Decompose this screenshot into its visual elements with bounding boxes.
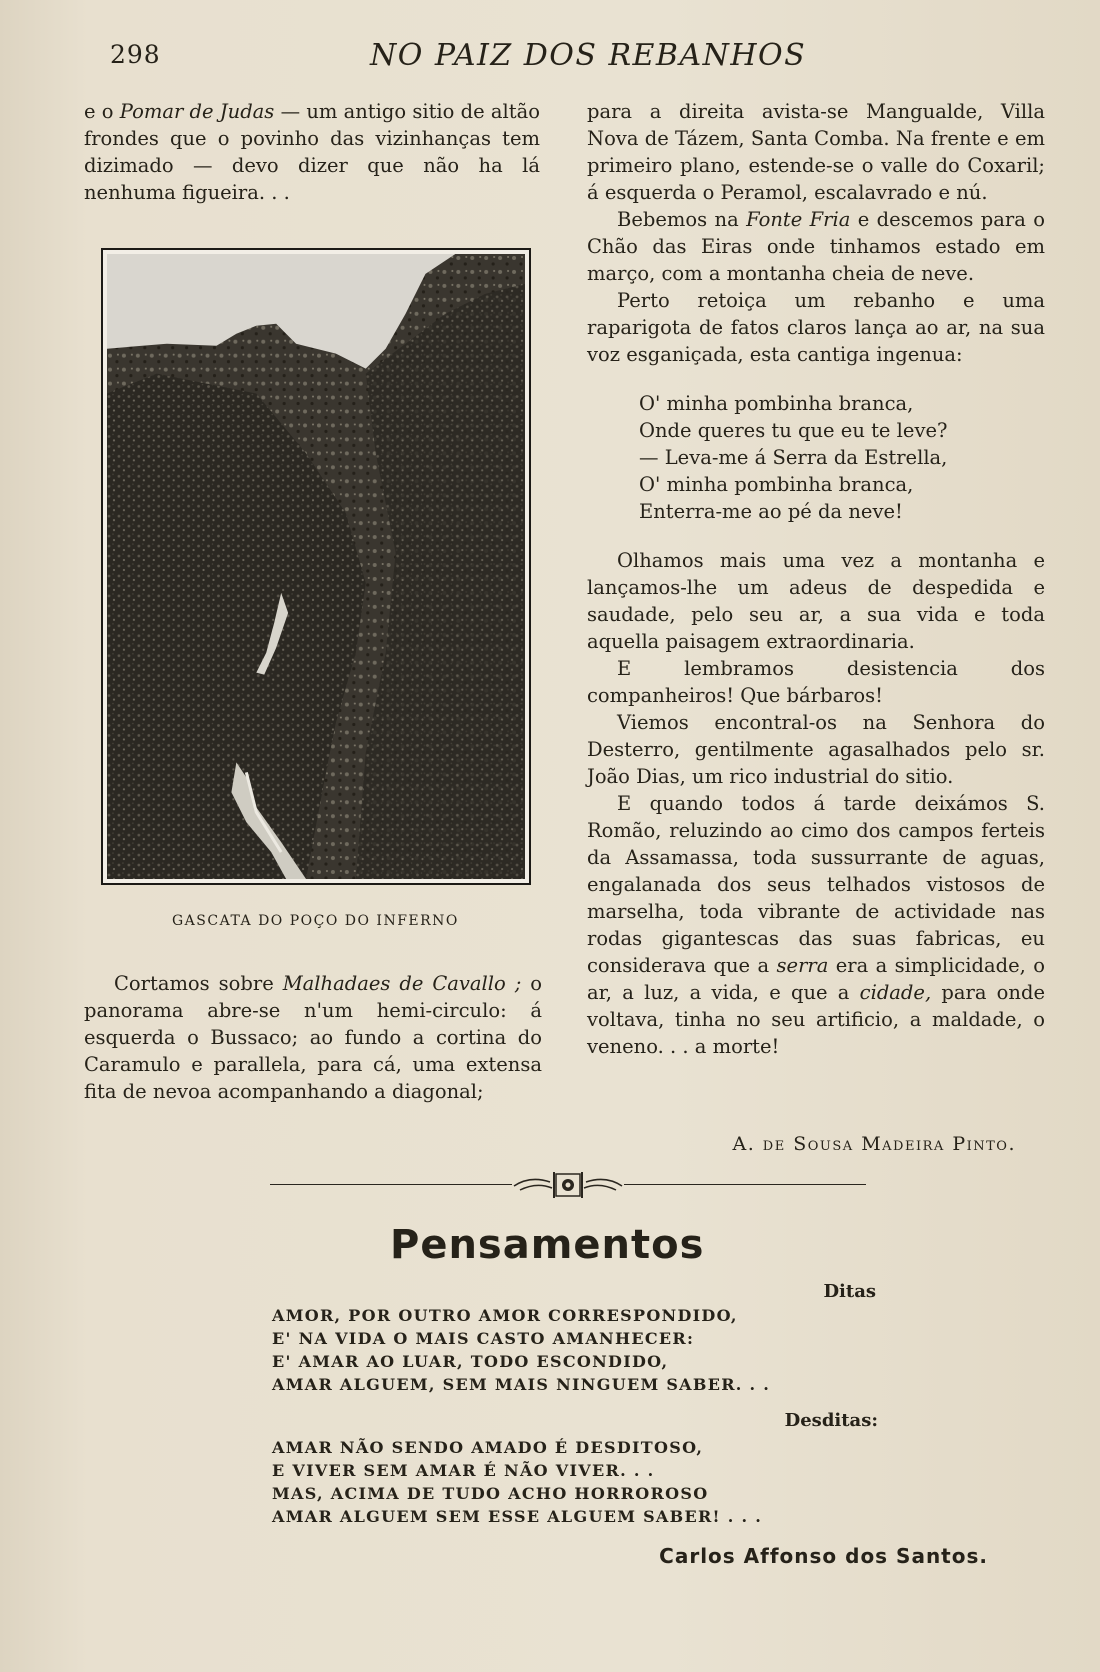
- place-name: Pomar de Judas: [119, 100, 275, 123]
- stanza-line: AMAR ALGUEM, SEM MAIS NINGUEM SABER. . .: [272, 1375, 771, 1394]
- paragraph-olhamos: Olhamos mais uma vez a montanha e lançamos-lhe um adeus de despedida e saudade, pelo seu ar, a sua vida e toda aquella paisagem extraordinaria.: [587, 549, 1045, 653]
- photo-caption: GASCATA DO POÇO DO INFERNO: [172, 913, 459, 929]
- flourish-ornament-icon: [512, 1170, 624, 1200]
- divider-rule-left: [270, 1184, 512, 1185]
- paragraph-pomar: e o Pomar de Judas — um antigo sitio de altão frondes que o povinho das vizinhanças tem dizimado — devo dizer que não ha lá nenhuma figueira. . .: [84, 100, 540, 204]
- waterfall-photograph: [101, 248, 531, 885]
- left-column-bottom: [84, 970, 542, 1105]
- verse-line: — Leva-me á Serra da Estrella,: [639, 446, 948, 469]
- article-byline: A. de Sousa Madeira Pinto.: [732, 1133, 1016, 1155]
- stanza-line: AMAR ALGUEM SEM ESSE ALGUEM SABER! . . .: [272, 1507, 763, 1526]
- paragraph-viemos: Viemos encontral-os na Senhora do Desterro, gentilmente agasalhados pelo sr. João Dias, um rico industrial do sitio.: [587, 711, 1045, 788]
- stanza-line: E VIVER SEM AMAR É NÃO VIVER. . .: [272, 1461, 655, 1480]
- paragraph-malhadaes: Cortamos sobre Malhadaes de Cavallo ; o panorama abre-se n'um hemi-circulo: á esquerda o Bussaco; ao fundo a cortina do Caramulo e parallela, para cá, uma extensa fita de nevoa acompanhando a diagonal;: [84, 972, 543, 1103]
- folk-song-verse: [639, 390, 1045, 525]
- paragraph-rebanho: Perto retoiça um rebanho e uma raparigota de fatos claros lança ao ar, na sua voz esganiçada, esta cantiga ingenua:: [587, 289, 1045, 366]
- ditas-heading: Ditas: [823, 1281, 876, 1302]
- paragraph-quando: E quando todos á tarde deixámos S. Romão, reluzindo ao cimo dos campos ferteis da Assamassa, toda sussurrante de aguas, engalanada dos seus telhados vistosos de marselha, toda vibrante de actividade nas rodas gigantescas das suas fabricas, eu considerava que a serra era a simplicidade, o ar, a luz, a vida, e que a cidade, para onde voltava, tinha no seu artificio, a maldade, o veneno. . . a morte!: [587, 792, 1045, 1058]
- stanza-line: AMAR NÃO SENDO AMADO É DESDITOSO,: [272, 1438, 704, 1457]
- ornamental-divider: [270, 1170, 866, 1200]
- right-column: [587, 98, 1045, 1060]
- poem-author: Carlos Affonso dos Santos.: [659, 1544, 988, 1568]
- ravine-photo-image: [107, 254, 525, 879]
- section-title: Pensamentos: [390, 1222, 705, 1268]
- paragraph-continuation: para a direita avista-se Mangualde, Villa Nova de Tázem, Santa Comba. Na frente e em primeiro plano, estende-se o valle do Coxaril; á esquerda o Peramol, escalavrado e nú.: [587, 100, 1045, 204]
- place-name: Malhadaes de Cavallo ;: [282, 972, 522, 995]
- desditas-heading: Desditas:: [784, 1410, 878, 1431]
- left-column-top: [84, 98, 540, 206]
- verse-line: Onde queres tu que eu te leve?: [639, 419, 948, 442]
- verse-line: O' minha pombinha branca,: [639, 392, 914, 415]
- stanza-line: E' AMAR AO LUAR, TODO ESCONDIDO,: [272, 1352, 669, 1371]
- verse-line: O' minha pombinha branca,: [639, 473, 914, 496]
- stanza-line: AMOR, POR OUTRO AMOR CORRESPONDIDO,: [272, 1306, 738, 1325]
- place-name: Fonte Fria: [746, 208, 851, 231]
- verse-line: Enterra-me ao pé da neve!: [639, 500, 903, 523]
- page-number: 298: [110, 40, 161, 69]
- stanza-line: E' NA VIDA O MAIS CASTO AMANHECER:: [272, 1329, 695, 1348]
- stanza-line: MAS, ACIMA DE TUDO ACHO HORROROSO: [272, 1484, 709, 1503]
- paragraph-fonte-fria: Bebemos na Fonte Fria e descemos para o Chão das Eiras onde tinhamos estado em março, com a montanha cheia de neve.: [587, 208, 1045, 285]
- paragraph-lembramos: E lembramos desistencia dos companheiros! Que bárbaros!: [587, 657, 1045, 707]
- running-title: NO PAIZ DOS REBANHOS: [370, 38, 807, 73]
- divider-rule-right: [624, 1184, 866, 1185]
- desditas-stanza: [272, 1436, 762, 1528]
- ditas-stanza: [272, 1304, 770, 1396]
